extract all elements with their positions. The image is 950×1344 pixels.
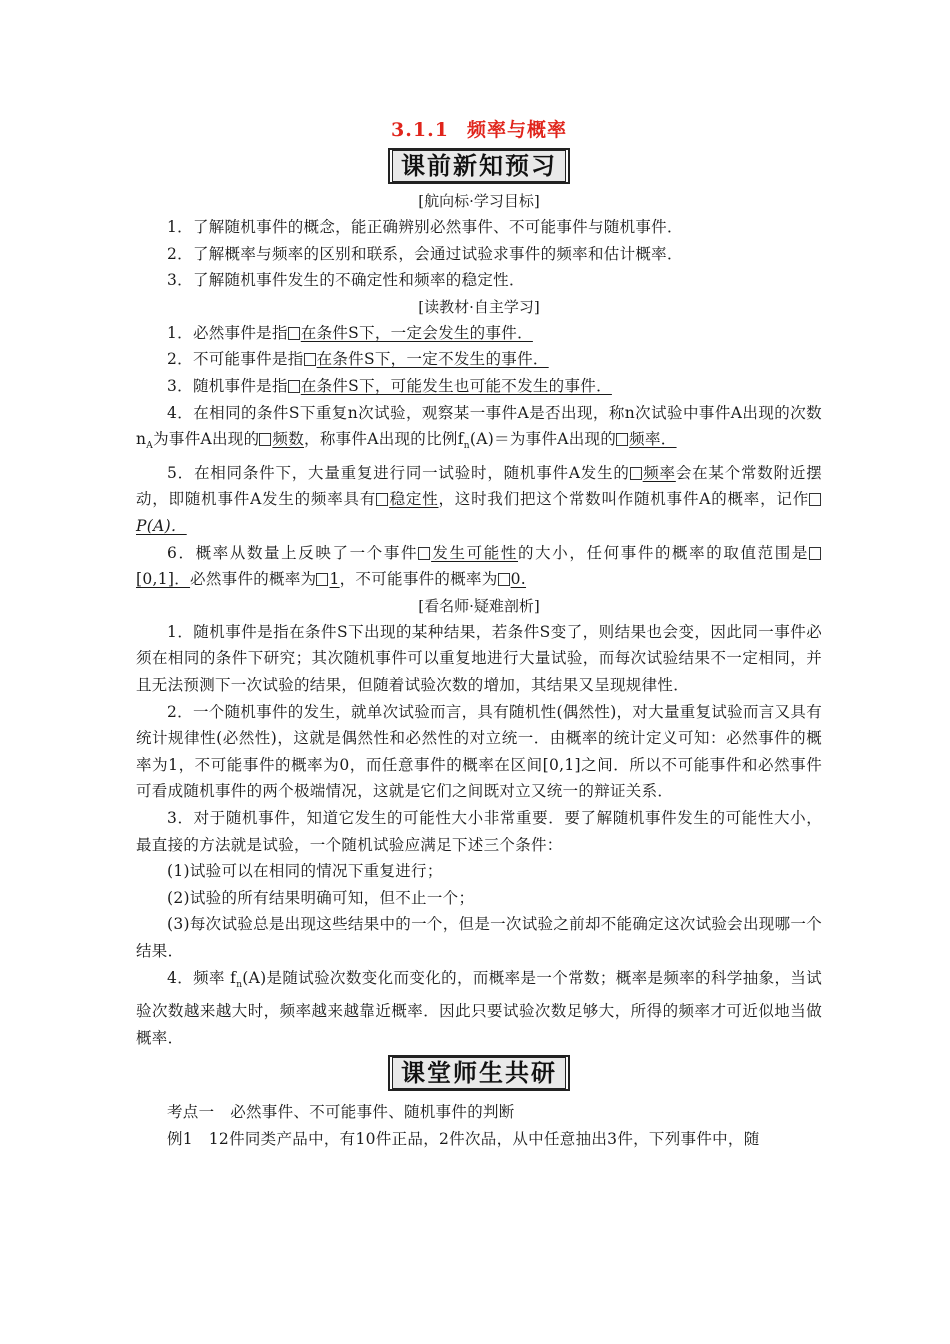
- objective-3: 3．了解随机事件发生的不确定性和频率的稳定性．: [167, 271, 525, 290]
- banner-classroom-text: 课堂师生共研: [392, 1057, 566, 1089]
- example-1: 例1 12件同类产品中，有10件正品，2件次品，从中任意抽出3件，下列事件中，随: [167, 1130, 760, 1148]
- reading-item-1: 1．必然事件是指 在条件S下，一定会发生的事件．: [167, 323, 533, 342]
- answer-6d: 0.: [510, 570, 527, 589]
- answer-box-icon: [630, 467, 642, 480]
- answer-box-icon: [304, 353, 316, 366]
- answer-box-icon: [498, 573, 510, 586]
- answer-box-icon: [616, 433, 628, 446]
- objective-1: 1．了解随机事件的概念，能正确辨别必然事件、不可能事件与随机事件．: [167, 218, 683, 236]
- answer-box-icon: [809, 547, 821, 560]
- answer-4a: 频数: [272, 430, 305, 449]
- analysis-1: 1．随机事件是指在条件S下出现的某种结果，若条件S变了，则结果也会变，因此同一事件必须在相同的条件下研究；其次随机事件可以重复地进行大量试验，而每次试验结果不一定相同，并且无法预测下一次试验的结果，但随着试验次数的增加，其结果又呈现规律性．: [136, 622, 822, 694]
- answer-4b: 频率．: [629, 430, 677, 449]
- answer-6a: 发生可能性: [431, 543, 519, 562]
- answer-box-icon: [316, 573, 328, 586]
- answer-box-icon: [809, 493, 821, 506]
- answer-6b: [0,1]．: [136, 570, 191, 589]
- analysis-4: 4．频率 $f_n(A)$是随试验次数变化而变化的，而概率是一个常数；概率是频率的科学抽象，当试验次数越来越大时，频率越来越靠近概率．因此只要试验次数足够大，所得的频率才可近似地当做概率．: [136, 968, 822, 1047]
- answer-box-icon: [288, 380, 300, 393]
- answer-box-icon: [288, 327, 300, 340]
- exam-point: 考点一 必然事件、不可能事件、随机事件的判断: [167, 1103, 515, 1122]
- condition-1: (1)试验可以在相同的情况下重复进行；: [167, 862, 443, 881]
- title-text: 频率与概率: [466, 119, 567, 141]
- condition-3: (3)每次试验总是出现这些结果中的一个，但是一次试验之前却不能确定这次试验会出现哪一个结果．: [136, 915, 822, 960]
- reading-item-6: 6．概率从数量上反映了一个事件 发生可能性的大小，任何事件的概率的取值范围是[0,1]．必然事件的概率为 1，不可能事件的概率为 0.: [136, 540, 822, 593]
- reading-item-2: 2．不可能事件是指 在条件S下，一定不发生的事件．: [167, 350, 549, 369]
- analysis-3: 3．对于随机事件，知道它发生的可能性大小非常重要．要了解随机事件发生的可能性大小，最直接的方法就是试验，一个随机试验应满足下述三个条件：: [136, 808, 822, 854]
- banner-classroom: [136, 1055, 822, 1095]
- answer-box-icon: [259, 433, 271, 446]
- document-page: [136, 118, 822, 1153]
- banner-preview: [136, 148, 822, 188]
- answer-box-icon: [376, 493, 388, 506]
- page-title: [136, 118, 822, 142]
- answer-5a: 频率: [642, 463, 676, 482]
- answer-2: 在条件S下，一定不发生的事件．: [316, 350, 549, 369]
- answer-5b: 稳定性: [389, 490, 439, 509]
- section-number: 3.1.1: [391, 119, 449, 141]
- answer-6c: 1: [329, 570, 340, 589]
- reading-item-4: 4．在相同的条件S下重复n次试验，观察某一事件A是否出现，称n次试验中事件A出现的次数$n_A$为事件A出现的 频数，称事件A出现的比例$f_n(A)=$为事件A出现的 频率．: [136, 403, 822, 452]
- answer-box-icon: [418, 547, 430, 560]
- heading-reading: [读教材·自主学习]: [418, 297, 540, 316]
- heading-objectives: [航向标·学习目标]: [418, 192, 540, 210]
- answer-3: 在条件S下，可能发生也可能不发生的事件．: [300, 376, 612, 395]
- answer-5c: P(A)．: [136, 517, 187, 536]
- heading-analysis: [看名师·疑难剖析]: [418, 596, 540, 615]
- reading-item-5: 5．在相同条件下，大量重复进行同一试验时，随机事件A发生的 频率会在某个常数附近摆动，即随机事件A发生的频率具有 稳定性，这时我们把这个常数叫作随机事件A的概率，记作P(A)．: [136, 463, 822, 536]
- analysis-2: 2．一个随机事件的发生，就单次试验而言，具有随机性(偶然性)，对大量重复试验而言又具有统计规律性(必然性)，这就是偶然性和必然性的对立统一．由概率的统计定义可知：必然事件的概率为1，不可能事件的概率为0，而任意事件的概率在区间[0,1]之间．所以不可能事件和必然事件可看成随机事件的两个极端情况，这就是它们之间既对立又统一的辩证关系．: [136, 702, 823, 801]
- objective-2: 2．了解概率与频率的区别和联系，会通过试验求事件的频率和估计概率．: [167, 244, 683, 263]
- banner-preview-text: 课前新知预习: [392, 150, 566, 182]
- condition-2: (2)试验的所有结果明确可知，但不止一个；: [167, 888, 475, 907]
- reading-item-3: 3．随机事件是指 在条件S下，可能发生也可能不发生的事件．: [167, 376, 612, 395]
- answer-1: 在条件S下，一定会发生的事件．: [300, 323, 533, 342]
